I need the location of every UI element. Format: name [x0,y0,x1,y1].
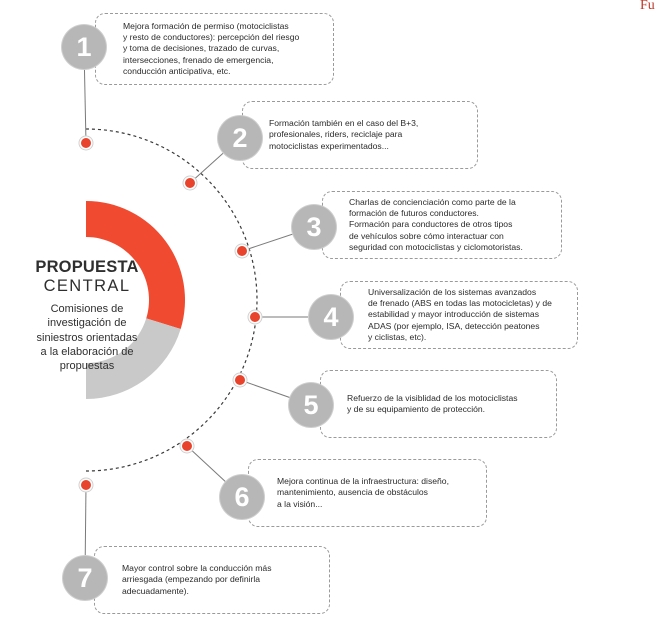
corner-text: Fu [640,0,655,13]
proposal-card-6 [248,459,487,527]
step-number-7: 7 [63,556,107,600]
proposal-card-5 [320,370,557,438]
step-number-4: 4 [309,295,353,339]
proposal-card-2 [242,101,478,169]
step-number-5: 5 [289,383,333,427]
timeline-dot-7 [81,480,91,490]
proposal-text-5: Refuerzo de la visiblidad de los motociclistas y de su equipamiento de protección. [347,392,518,414]
proposal-card-7 [94,546,330,614]
proposal-text-6: Mejora continua de la infraestructura: diseño, mantenimiento, ausencia de obstáculos a la visión... [277,476,449,509]
central-proposal [22,258,152,373]
timeline-dot-6 [182,441,192,451]
step-number-2: 2 [218,116,262,160]
proposal-card-1 [95,13,334,85]
central-subtitle: CENTRAL [43,277,131,295]
proposal-card-3 [322,191,562,259]
proposal-text-7: Mayor control sobre la conducción más arriesgada (empezando por definirla adecuadamente). [122,563,272,596]
timeline-dot-4 [250,312,260,322]
timeline-dot-3 [237,246,247,256]
step-number-6: 6 [220,475,264,519]
central-description: Comisiones de investigación de siniestros orientadas a la elaboración de propuestas [36,303,138,373]
step-number-1: 1 [62,25,106,69]
proposal-text-2: Formación también en el caso del B+3, profesionales, riders, reciclaje para motociclistas experimentados... [269,118,419,151]
step-number-3: 3 [292,205,336,249]
timeline-dot-5 [235,375,245,385]
proposal-text-4: Universalización de los sistemas avanzados de frenado (ABS en todas las motocicletas) y de estabilidad y mayor introducción de sistemas ADAS (por ejemplo, ISA, detección peatones y ciclistas, etc). [368,286,552,342]
timeline-dot-2 [185,178,195,188]
proposal-text-3: Charlas de concienciación como parte de la formación de futuros conductores. Formación para conductores de otros tipos de vehículos sobre cómo interactuar con seguridad con motociclistas y ciclomotoristas. [349,196,523,252]
proposal-text-1: Mejora formación de permiso (motociclistas y resto de conductores): percepción del riesgo y toma de decisiones, trazado de curvas, intersecciones, frenado de emergencia, conducción anticipativa, etc. [123,20,300,76]
central-title: PROPUESTA [35,258,139,276]
proposal-card-4 [340,281,578,349]
timeline-dot-1 [81,138,91,148]
